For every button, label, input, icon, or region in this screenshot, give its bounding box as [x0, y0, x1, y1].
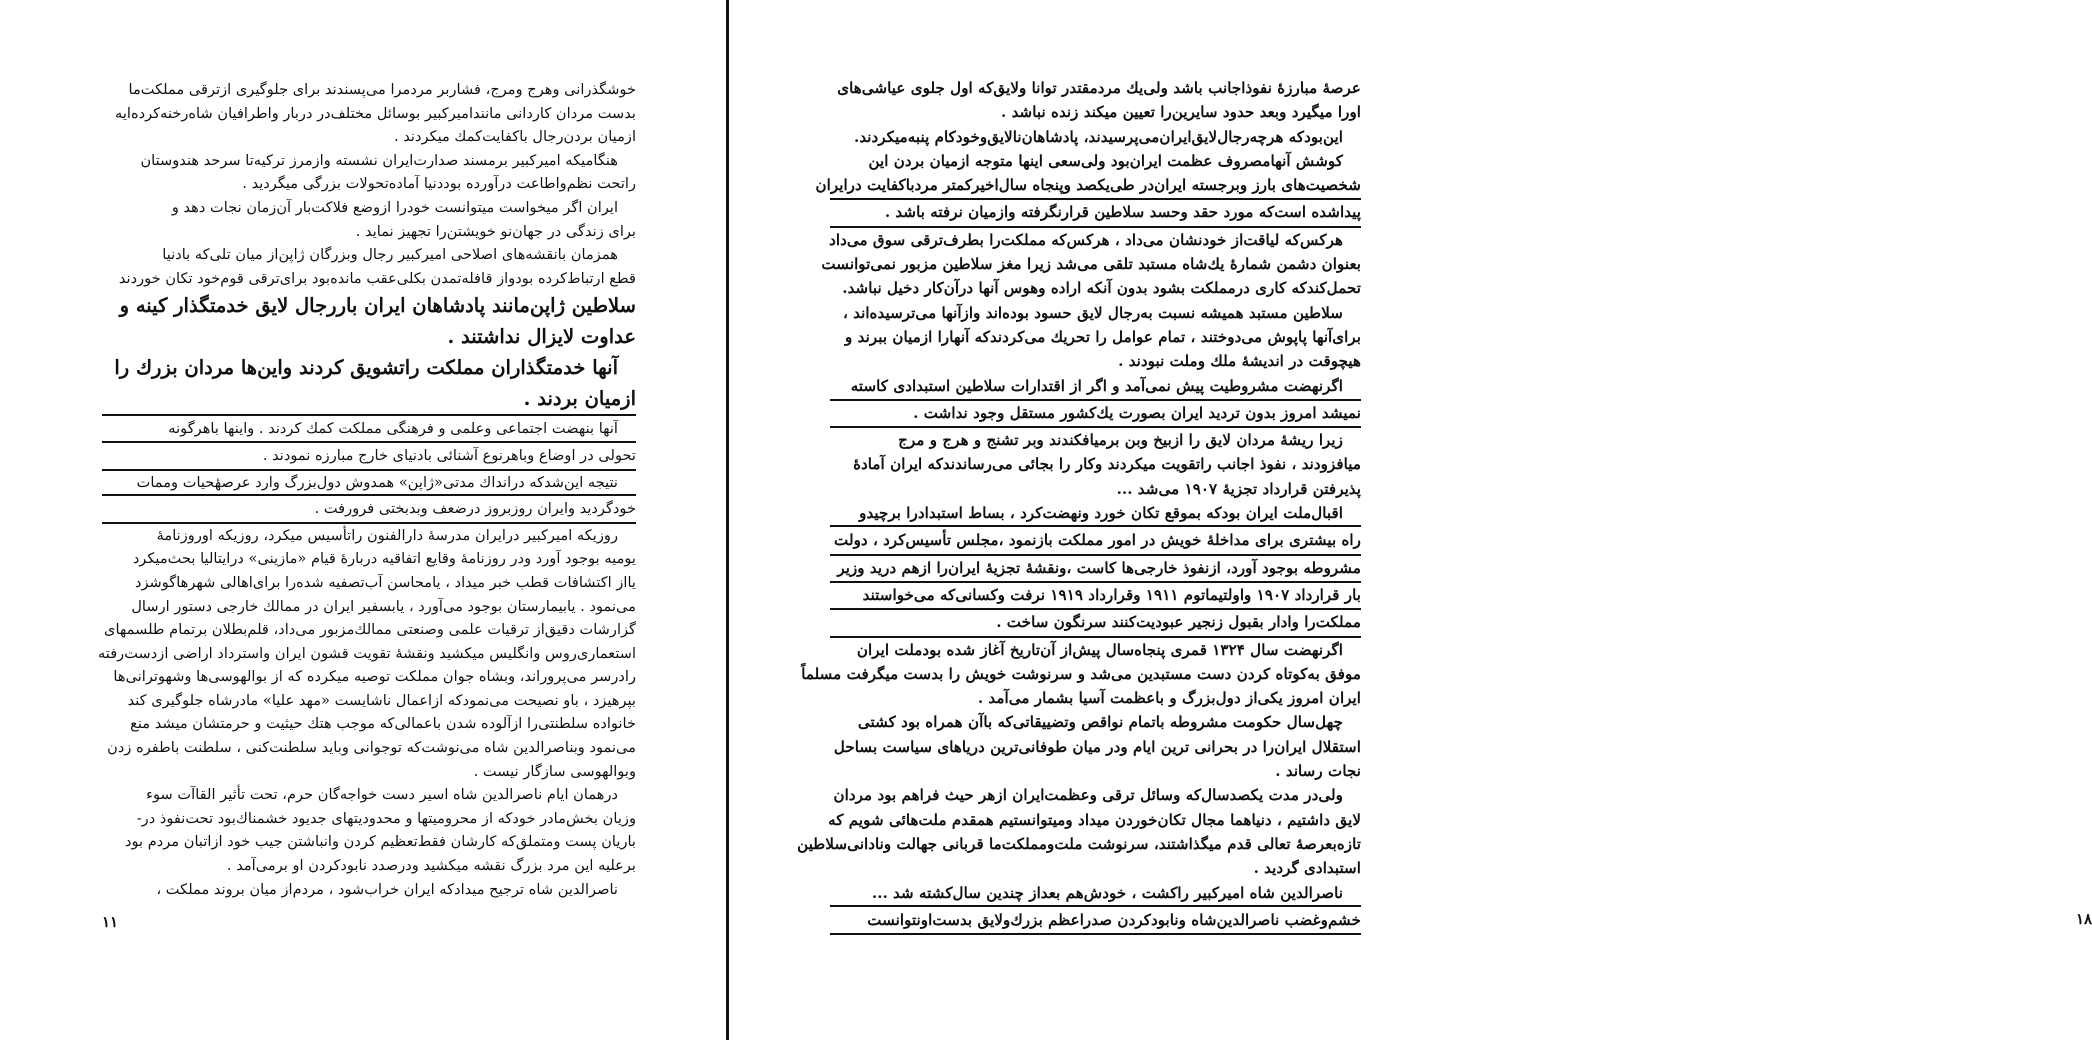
text-line: هرکس‌که لیاقت‌از خودنشان می‌داد ، هرکس‌که مملکت‌را بطرف‌ترقی سوق می‌داد [829, 230, 1343, 249]
page-number: ۱۱ [102, 913, 119, 931]
text-line: آنها خدمتگذاران مملکت راتشویق کردند واین‌ها مردان بزرك را [114, 356, 618, 380]
right-page [733, 0, 2092, 1040]
text-line: میافزودند ، نفوذ اجانب راتقویت میکردند وکار را بجائی می‌رساندندکه ایران آمادهٔ [853, 455, 1361, 474]
text-line: زیرا ریشهٔ مردان لایق را ازبیخ وبن برمیافکندند وبر تشنج و هرج و مرج [898, 431, 1343, 450]
text-line: اقبال‌ملت ایران بودکه بموقع تکان خورد ونهضت‌کرد ، بساط استبدادرا برچیدو [859, 504, 1343, 523]
text-line: راتحت نظم‌واطاعت درآورده بوددنیا آماده‌تحولات بزرگی میگردید . [242, 175, 636, 193]
text-line: آنها بنهضت اجتماعی وعلمی و فرهنگی مملکت کمك کردند . واینها باهرگونه [102, 414, 636, 441]
right-page-body [797, 76, 1361, 935]
text-line: بدست مردان کاردانی مانندامیرکبیر بوسائل مختلف‌در دربار واطرافیان شاه‌رخنه‌کرده‌ایه [115, 104, 636, 122]
text-line: ناصرالدین شاه ترجیح میدادکه ایران خراب‌شود ، مردم‌از میان بروند مملکت ، [156, 880, 618, 898]
text-line: برعلیه این مرد بزرگ نقشه میکشید ودرصدد نابودکردن او برمی‌آمد . [226, 857, 636, 875]
text-line: مملکت‌را وادار بقبول زنجیر عبودیت‌کنند سرنگون ساخت . [830, 610, 1361, 637]
text-line: این‌بودکه هرچه‌رجال‌لایق‌ایران‌می‌پرسیدند، پادشاهان‌نالایق‌وخودکام پنبه‌میکردند. [854, 127, 1343, 146]
text-line: ازمیان بردن‌رجال باکفایت‌کمك میکردند . [393, 128, 636, 146]
text-line: رادرسر می‌پروراند، وبشاه جوان مملکت توصیه میکرده که از بوالهوسی‌ها وشهوترانی‌ها [113, 668, 636, 686]
text-line: ناصرالدین شاه امیرکبیر راکشت ، خودش‌هم بعداز چندین سال‌کشته شد ... [871, 883, 1343, 902]
page-number: ۱۸ [2076, 910, 2092, 928]
text-line: لایق داشتیم ، دنیاهما مجال تکان‌خوردن میداد ومیتوانستیم همقدم ملت‌هائی شویم که [828, 810, 1361, 829]
text-line: نمیشد امروز بدون تردید ایران بصورت یك‌کشور مستقل وجود نداشت . [830, 401, 1361, 428]
text-line: خانواده سلطنتی‌را ازآلوده شدن باعمالی‌که موجب هتك حیثیت و حرمتشان میشد منع [130, 715, 636, 733]
text-line: یومیه بوجود آورد ودر روزنامهٔ وقایع اتفاقیه دربارهٔ قیام «مازینی» درایتالیا بحث‌میکرد [132, 550, 636, 568]
text-line: شخصیت‌های بارز وبرجسته ایران‌در طی‌یکصد وپنجاه سال‌اخیرکمتر مردباکفایت درایران [830, 173, 1361, 200]
text-line: استقلال ایران‌را در بحرانی ترین ایام ودر میان طوفانی‌ترین دریاهای سیاست بساحل [833, 737, 1361, 756]
text-line: هنگامیکه امیرکبیر برمسند صدارت‌ایران نشسته وازمرز ترکیه‌تا سرحد هندوستان [140, 151, 618, 169]
text-line: پیداشده است‌که مورد حقد وحسد سلاطین قرارنگرفته وازمیان نرفته باشد . [830, 200, 1361, 227]
text-line: اگرنهضت سال ۱۳۲۴ قمری پنجاه‌سال پیش‌از آن‌تاریخ آغاز شده بودملت ایران [856, 640, 1343, 659]
text-line: قطع ارتباط‌کرده بودواز قافله‌تمدن بکلی‌عقب مانده‌بود برای‌ترقی قوم‌خود تکان خوردند [118, 269, 636, 287]
text-line: ازمیان بردند . [523, 387, 636, 411]
text-line: برای‌آنها پاپوش می‌دوختند ، تمام عوامل را تحریك می‌کردندکه آنهارا ازمیان ببرند و [845, 327, 1361, 346]
text-line: خوشگذرانی وهرج ومرج، فشاربر مردمرا می‌پسندند برای جلوگیری ازترقی مملکت‌ما [128, 81, 636, 98]
text-line: همزمان بانقشه‌های اصلاحی امیرکبیر رجال وبزرگان ژاپن‌از میان تلی‌که بادنیا [162, 246, 618, 264]
text-line: باریان پست ومتملق‌که کارشان فقط‌تعظیم کردن وانباشتن جیب خود ازاتبان مردم بود [124, 833, 636, 851]
text-line: یااز اکتشافات قطب خبر میداد ، یامحاسن آب‌تصفیه شده‌را برای‌اهالی شهرهاگوشزد [134, 573, 636, 591]
text-line: تازه‌بعرصهٔ تعالی قدم میگذاشتند، سرنوشت ملت‌ومملکت‌ما قربانی جهالت ونادانی‌سلاطین [797, 834, 1361, 853]
text-line: ولی‌در مدت یکصدسال‌که وسائل ترقی وعظمت‌ایران ازهر حیث فراهم بود مردان [833, 786, 1343, 805]
text-line: کوشش آنهامصروف عظمت ایران‌بود ولی‌سعی اینها متوجه ازمیان بردن این [868, 151, 1343, 170]
text-line: عداوت لایزال نداشتند . [447, 325, 636, 349]
text-line: سلاطین مستبد همیشه نسبت بەرجال لایق حسود بوده‌اند وازآنها می‌ترسیده‌اند ، [842, 303, 1343, 322]
text-line: می‌نمود . یابیمارستان بوجود می‌آورد ، یابسفیر ایران در ممالك خارجی دستور ارسال [131, 597, 636, 615]
text-line: نتیجه این‌شدکه درانداك مدتی«ژاپن» همدوش دول‌بزرگ وارد عرصهٔحیات وممات [136, 473, 618, 491]
text-line: اورا میگیرد وبعد حدود سایرین‌را تعیین میکند زنده نباشد . [1001, 103, 1361, 122]
text-line: می‌نمود وبناصرالدین شاه می‌نوشت‌که توجوانی وباید سلطنت‌کنی ، سلطنت باطفره زدن [107, 739, 636, 757]
book-gutter [726, 0, 729, 1040]
text-line: پذیرفتن قرارداد تجزیهٔ ۱۹۰۷ می‌شد ... [1116, 479, 1361, 498]
text-line: مشروطه بوجود آورد، ازنفوذ خارجی‌ها کاست ،ونقشهٔ تجزیهٔ ایران‌را ازهم درید وزیر [830, 556, 1361, 583]
text-line: وبوالهوسی سازگار نیست . [473, 762, 636, 780]
text-line: برای زندگی در جهان‌نو خویشتن‌را تجهیز نماید . [355, 222, 636, 240]
text-line: ایران امروز یکی‌از دول‌بزرگ و باعظمت آسیا بشمار می‌آمد . [977, 689, 1361, 708]
text-line: ایران اگر میخواست میتوانست خودرا ازوضع فلاکت‌بار آن‌زمان نجات دهد و [171, 198, 618, 216]
text-line: اگرنهضت مشروطیت پیش نمی‌آمد و اگر از اقتدارات سلاطین استبدادی کاسته [830, 374, 1361, 401]
text-line: استبدادی گردید . [1253, 859, 1361, 878]
text-line: وزیان بخش‌مادر خودکه از محرومیتها و محدودیتهای جدیود خشمناك‌بود تحت‌نفوذ در- [136, 809, 636, 827]
text-line: استعماری‌روس وانگلیس میکشید ونقشهٔ تقویت قشون ایران واسترداد اراضی ازدست‌رفته [97, 644, 636, 662]
left-page [0, 0, 727, 1040]
text-line: راه بیشتری برای مداخلهٔ خویش در امور مملکت بازنمود ،مجلس تأسیس‌کرد ، دولت [830, 525, 1361, 555]
text-line: خودگردید وایران روزبروز درضعف وبدبختی فرورفت . [102, 494, 636, 524]
text-line: تحمل‌کندکه کاری درمملکت بشود بدون آنکه اراده وهوس آنها درآن‌کار دخیل نباشد. [842, 279, 1361, 298]
text-line: درهمان ایام ناصرالدین شاه اسیر دست خواجه‌گان حرم، تحت تأثیر القاآت سوء [146, 786, 618, 804]
text-line: خشم‌وغضب ناصرالدین‌شاه ونابودکردن صدراعظم بزرك‌ولایق بدست‌اونتوانست [830, 905, 1361, 935]
left-page-body [97, 78, 636, 901]
text-line: هیچوقت در اندیشهٔ ملك وملت نبودند . [1118, 352, 1361, 371]
text-line: روزیکه امیرکبیر درایران مدرسهٔ دارالفنون راتأسیس میکرد، روزیکه اوروزنامهٔ [156, 526, 618, 544]
text-line: بعنوان دشمن شمارهٔ یك‌شاه مستبد تلقی می‌شد زیرا مغز سلاطین مزبور نمی‌توانست [821, 255, 1361, 274]
text-line: تحولی در اوضاع وباهرنوع آشنائی بادنیای خارج مبارزه نمودند . [102, 441, 636, 471]
text-line: چهل‌سال حکومت مشروطه باتمام نواقص وتضییقاتی‌که باآن همراه بود کشتی [857, 713, 1343, 732]
text-line: بپرهیزد ، باو نصیحت می‌نمودکه ازاعمال ناشایست «مهد علیا» مادرشاه جلوگیری کند [127, 691, 636, 709]
text-line: موفق به‌کوتاه کردن دست مستبدین می‌شد و سرنوشت خویش را بدست میگرفت مسلماً [801, 664, 1361, 683]
text-line: عرصهٔ مبارزهٔ نفوذاجانب باشد ولی‌یك مردمقتدر توانا ولایق‌که اول جلوی عیاشی‌های [837, 79, 1361, 97]
text-line: بار قرارداد ۱۹۰۷ واولتیماتوم ۱۹۱۱ وقرارداد ۱۹۱۹ نرفت وکسانی‌که می‌خواستند [830, 583, 1361, 610]
text-line: سلاطین ژاپن‌مانند پادشاهان ایران باررجال لایق خدمتگذار کینه و [119, 294, 636, 318]
text-line: گزارشات دقیق‌از ترقیات علمی وصنعتی ممالك‌مزبور می‌داد، قلم‌بطلان برتمام طلسمهای [104, 621, 636, 639]
text-line: نجات رساند . [1275, 762, 1361, 781]
